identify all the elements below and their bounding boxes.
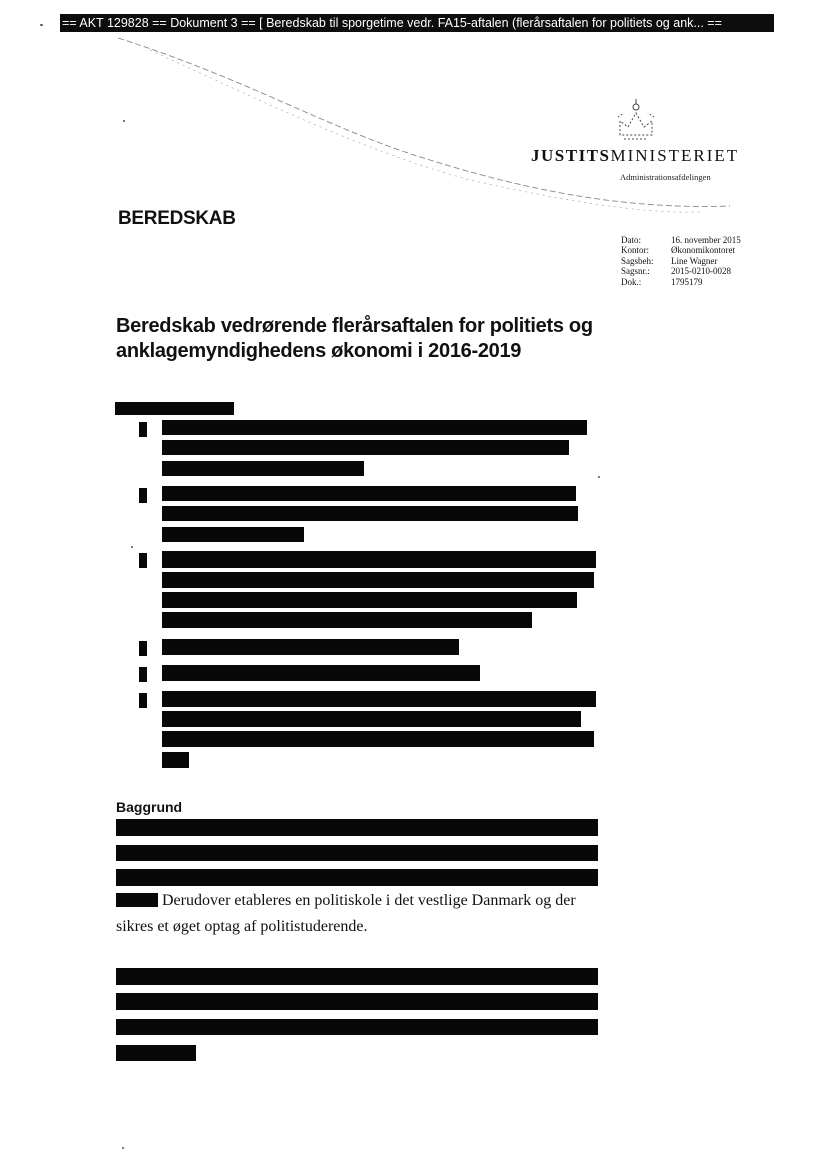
meta-value: Økonomikontoret [671,245,735,256]
body-paragraph [116,888,606,940]
meta-label: Sagsbeh: [621,255,654,266]
document-title: Beredskab vedrørende flerårsaftalen for politiets og anklagemyndighedens økonomi i 2016-2019 [116,315,593,362]
redaction-block [162,691,596,707]
redaction-block [116,968,598,985]
redaction-block [162,506,578,521]
redaction-block [162,612,532,628]
redaction-block [162,572,594,588]
department-name: Administrationsafdelingen [620,172,711,182]
heading-label: BEREDSKAB [118,208,236,229]
meta-row-doc-number [621,277,741,287]
bullet-marker [139,667,147,682]
redaction-block [162,440,569,455]
bullet-marker [139,693,147,708]
inline-redaction [116,893,158,907]
redaction-block [162,731,594,747]
redaction-block [116,993,598,1010]
redaction-block [116,819,598,836]
ministry-name-rest: MINISTERIET [610,146,740,165]
redaction-block [116,845,598,861]
scan-speck [122,1147,124,1149]
meta-row-case-number [621,266,741,276]
meta-label: Sagsnr.: [621,266,650,277]
redaction-block [115,402,234,415]
scan-speck [123,120,125,122]
redaction-block [162,527,304,542]
redaction-block [162,711,581,727]
scan-speck [131,546,133,548]
ministry-name-bold: JUSTITS [531,146,611,165]
meta-label: Dok.: [621,276,642,287]
body-paragraph-text: Derudover etableres en politiskole i det vestlige Danmark og der sikres et øget optag af politistuderende. [116,892,576,935]
scan-speck [598,476,600,478]
meta-value: 16. november 2015 [671,235,741,245]
meta-row-caseworker [621,256,741,266]
meta-row-office [621,245,741,255]
redaction-block [162,665,480,681]
section-heading-background: Baggrund [116,799,183,815]
meta-label: Dato: [621,235,641,245]
meta-value: 2015-0210-0028 [671,266,731,277]
redaction-block [116,1019,598,1035]
bullet-marker [139,641,147,656]
crown-crest-icon [610,95,662,141]
redaction-block [162,639,459,655]
letterhead-swoosh [0,0,819,230]
bullet-marker [139,553,147,568]
ministry-name [531,146,739,166]
redaction-block [162,551,596,568]
redaction-block [162,752,189,768]
meta-value: 1795179 [671,276,703,287]
redaction-block [162,486,576,501]
redaction-block [162,461,364,476]
redaction-block [116,869,598,886]
scan-speck [40,24,43,26]
document-metadata [621,235,741,287]
bullet-marker [139,422,147,437]
meta-label: Kontor: [621,245,649,256]
redaction-block [162,592,577,608]
header-bar-text: == AKT 129828 == Dokument 3 == [ Beredskab til sporgetime vedr. FA15-aftalen (flerårsaftalen for politiets og ank... == [62,16,722,30]
meta-row-date [621,235,741,245]
redaction-block [162,420,587,435]
redaction-block [116,1045,196,1061]
meta-value: Line Wagner [671,255,718,266]
bullet-marker [139,488,147,503]
